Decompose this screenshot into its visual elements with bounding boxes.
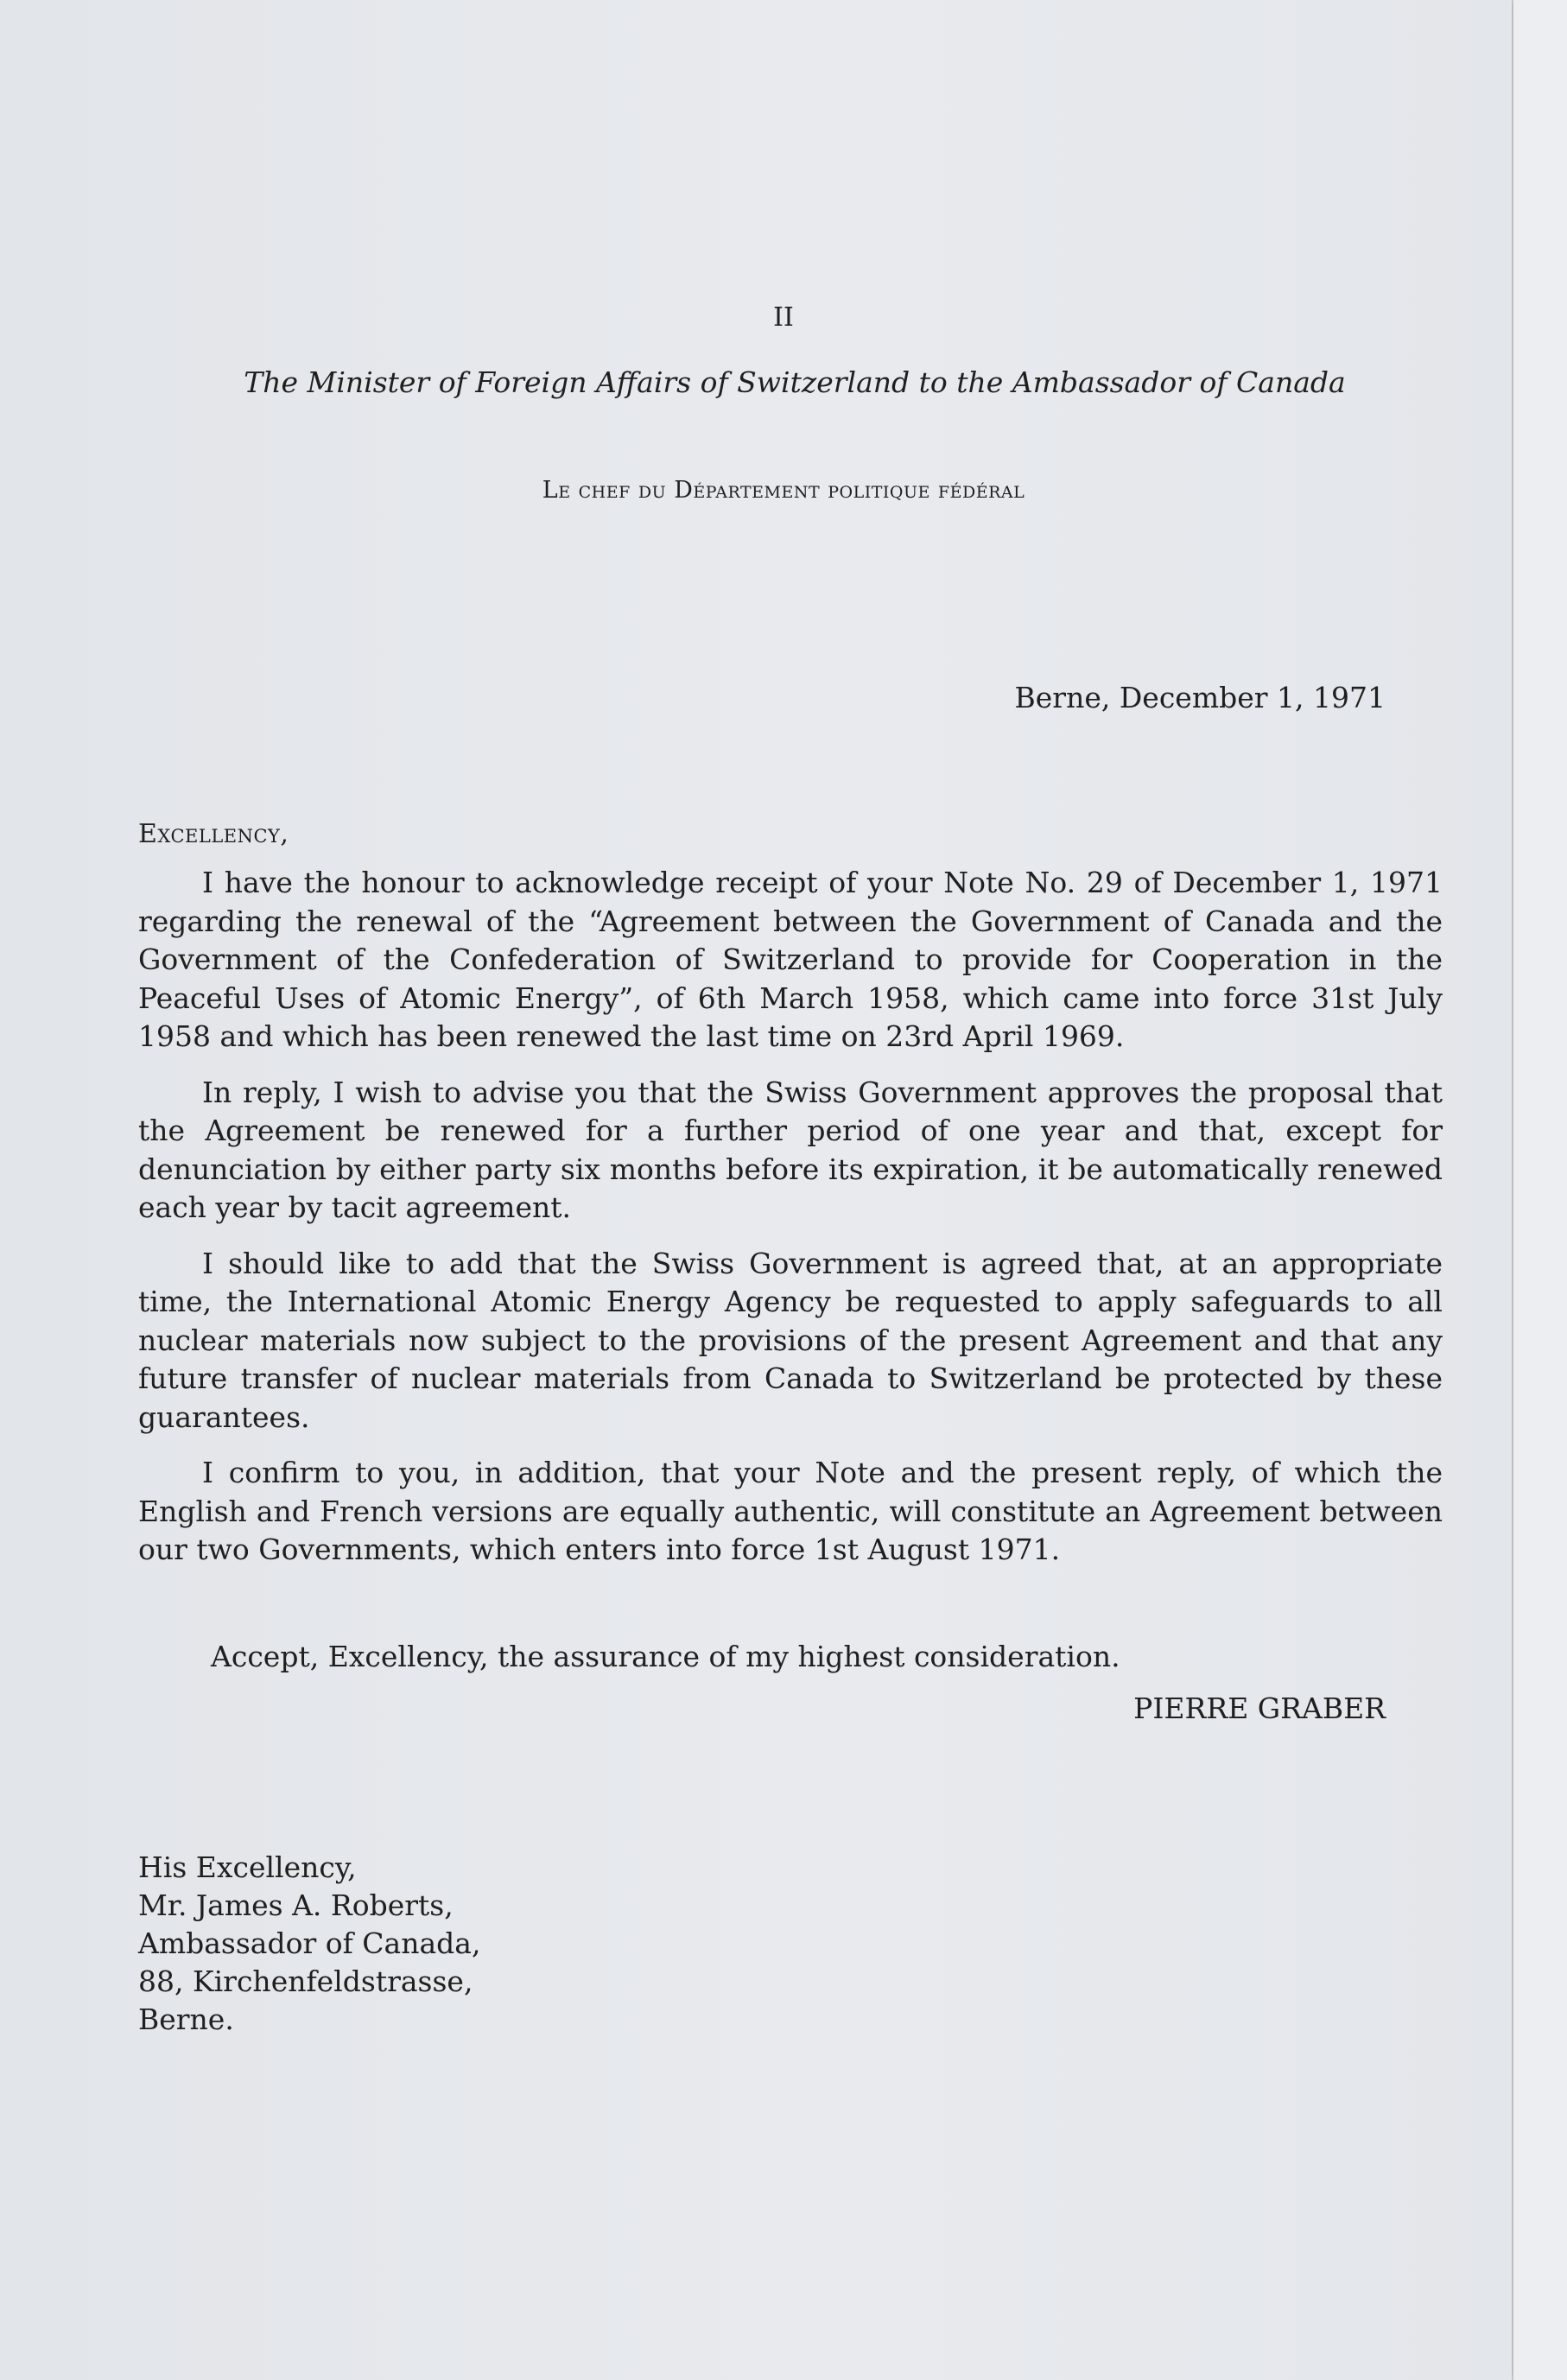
section-number: II (773, 302, 794, 333)
body-paragraph-3: I should like to add that the Swiss Government is agreed that, at an appropriate time, the International Atomic Energy Agency be requested to apply safeguards to all nuclear materials now subject to the provisions of the present Agreement and that any future transfer of nuclear materials from Canada to Switzerland be protected by these guarantees. (138, 1246, 1443, 1434)
closing-line: Accept, Excellency, the assurance of my highest consideration. (211, 1640, 1120, 1673)
body-paragraph-1: I have the honour to acknowledge receipt of your Note No. 29 of December 1, 1971 regarding the renewal of the “Agreement between the Government of Canada and the Government of the Confederation of Switzerland to provide for Cooperation in the Peaceful Uses of Atomic Energy”, of 6th March 1958, which came into force 31st July 1958 and which has been renewed the last time on 23rd April 1969. (138, 866, 1443, 1053)
sender-title: Le chef du Département politique fédéral (542, 477, 1025, 504)
letter-body (138, 864, 1443, 1587)
salutation: Excellency, (138, 819, 289, 849)
recipient-address (138, 1849, 480, 2039)
signature: PIERRE GRABER (1133, 1691, 1386, 1725)
address-line-1: His Excellency, (138, 1850, 357, 1884)
address-line-2: Mr. James A. Roberts, (138, 1888, 454, 1922)
address-line-4: 88, Kirchenfeldstrasse, (138, 1964, 473, 1998)
letter-heading: The Minister of Foreign Affairs of Switzerland to the Ambassador of Canada (244, 365, 1346, 399)
adjacent-page-edge (1513, 0, 1567, 2380)
body-paragraph-2: In reply, I wish to advise you that the Swiss Government approves the proposal that the Agreement be renewed for a further period of one year and that, except for denunciation by either party six months before its expiration, it be automatically renewed each year by tacit agreement. (138, 1075, 1443, 1224)
letter-date: Berne, December 1, 1971 (1014, 681, 1386, 714)
address-line-3: Ambassador of Canada, (138, 1926, 481, 1960)
body-paragraph-4: I confirm to you, in addition, that your Note and the present reply, of which the English and French versions are equally authentic, will constitute an Agreement between our two Governments, which enters into force 1st August 1971. (138, 1456, 1443, 1566)
address-line-5: Berne. (138, 2002, 234, 2036)
